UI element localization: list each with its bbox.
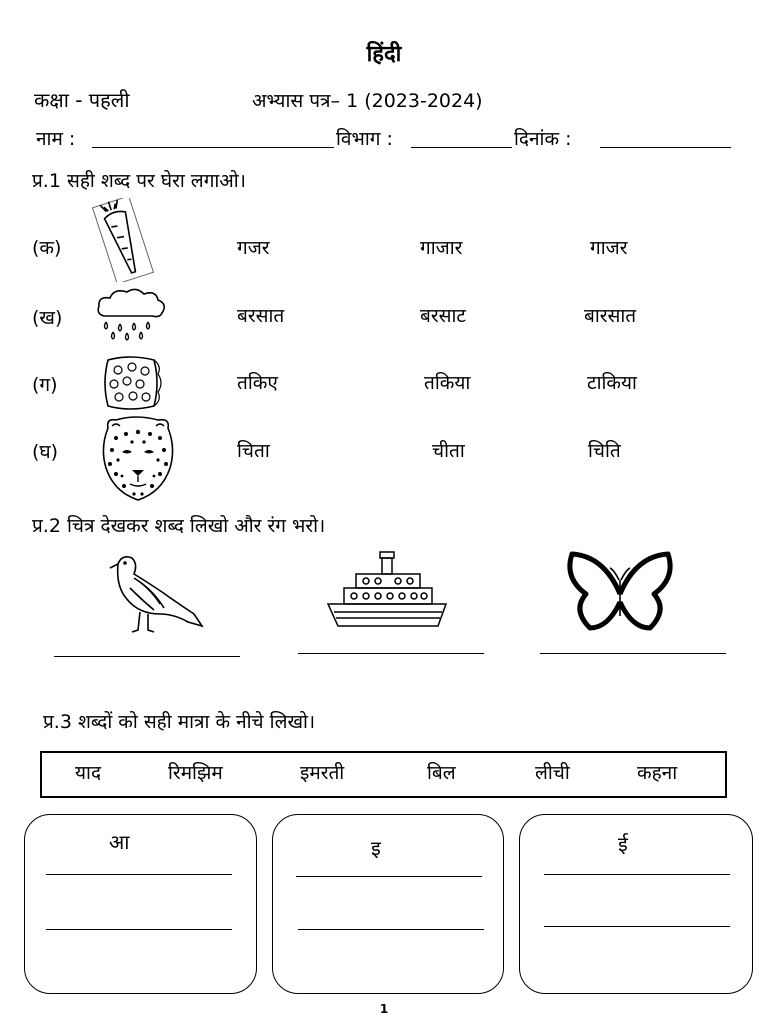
word-bank-item: रिमझिम xyxy=(168,762,223,784)
word-bank-item: बिल xyxy=(427,762,456,784)
answer-line[interactable] xyxy=(298,929,484,930)
vowel-label: ई xyxy=(618,832,628,856)
row-marker: (ग) xyxy=(32,374,58,396)
row-marker: (घ) xyxy=(32,441,59,463)
option-word[interactable]: टाकिया xyxy=(587,372,637,394)
division-label: विभाग : xyxy=(336,128,393,150)
answer-line[interactable] xyxy=(46,929,232,930)
worksheet-label: अभ्यास पत्र– 1 (2023-2024) xyxy=(252,90,483,112)
answer-line[interactable] xyxy=(544,874,730,875)
bird-image xyxy=(104,548,208,638)
answer-line[interactable] xyxy=(296,876,482,877)
option-word[interactable]: गाजार xyxy=(420,237,463,259)
word-bank-item: लीची xyxy=(535,762,570,784)
q2-prompt: प्र.2 चित्र देखकर शब्द लिखो और रंग भरो। xyxy=(32,515,326,537)
answer-line[interactable] xyxy=(544,926,730,927)
option-word[interactable]: बरसाट xyxy=(420,305,466,327)
page-title: हिंदी xyxy=(366,42,402,67)
page-number: 1 xyxy=(379,1002,389,1016)
division-blank[interactable] xyxy=(411,147,512,148)
vowel-box xyxy=(519,814,753,994)
vowel-box xyxy=(272,814,504,994)
name-label: नाम : xyxy=(36,128,76,150)
option-word[interactable]: तकिया xyxy=(424,372,471,394)
option-word[interactable]: गाजर xyxy=(590,237,628,259)
answer-line[interactable] xyxy=(540,653,726,654)
ship-image xyxy=(324,548,450,632)
answer-line[interactable] xyxy=(54,656,240,657)
row-marker: (ख) xyxy=(32,307,63,329)
word-bank-item: याद xyxy=(75,762,102,784)
class-label: कक्षा - पहली xyxy=(34,88,130,112)
word-bank-box xyxy=(40,751,727,798)
q1-prompt: प्र.1 सही शब्द पर घेरा लगाओ। xyxy=(32,170,246,192)
carrot-image xyxy=(88,198,158,282)
vowel-label: इ xyxy=(371,836,381,860)
date-blank[interactable] xyxy=(600,147,731,148)
cheetah-image xyxy=(96,414,180,502)
option-word[interactable]: बरसात xyxy=(237,305,285,327)
option-word[interactable]: तकिए xyxy=(237,372,278,394)
option-word[interactable]: चिति xyxy=(588,440,621,462)
name-blank[interactable] xyxy=(92,147,334,148)
vowel-box xyxy=(24,814,257,994)
row-marker: (क) xyxy=(32,237,62,259)
option-word[interactable]: चिता xyxy=(237,440,270,462)
word-bank-item: कहना xyxy=(637,762,678,784)
vowel-label: आ xyxy=(109,830,130,854)
date-label: दिनांक : xyxy=(514,128,572,150)
word-bank-item: इमरती xyxy=(300,762,345,784)
option-word[interactable]: बारसात xyxy=(584,305,637,327)
pillow-image xyxy=(100,354,164,412)
q3-prompt: प्र.3 शब्दों को सही मात्रा के नीचे लिखो। xyxy=(43,711,316,733)
answer-line[interactable] xyxy=(46,874,232,875)
option-word[interactable]: गजर xyxy=(237,237,270,259)
butterfly-image xyxy=(564,550,676,634)
rain-cloud-image xyxy=(94,286,168,344)
answer-line[interactable] xyxy=(298,653,484,654)
option-word[interactable]: चीता xyxy=(432,440,465,462)
